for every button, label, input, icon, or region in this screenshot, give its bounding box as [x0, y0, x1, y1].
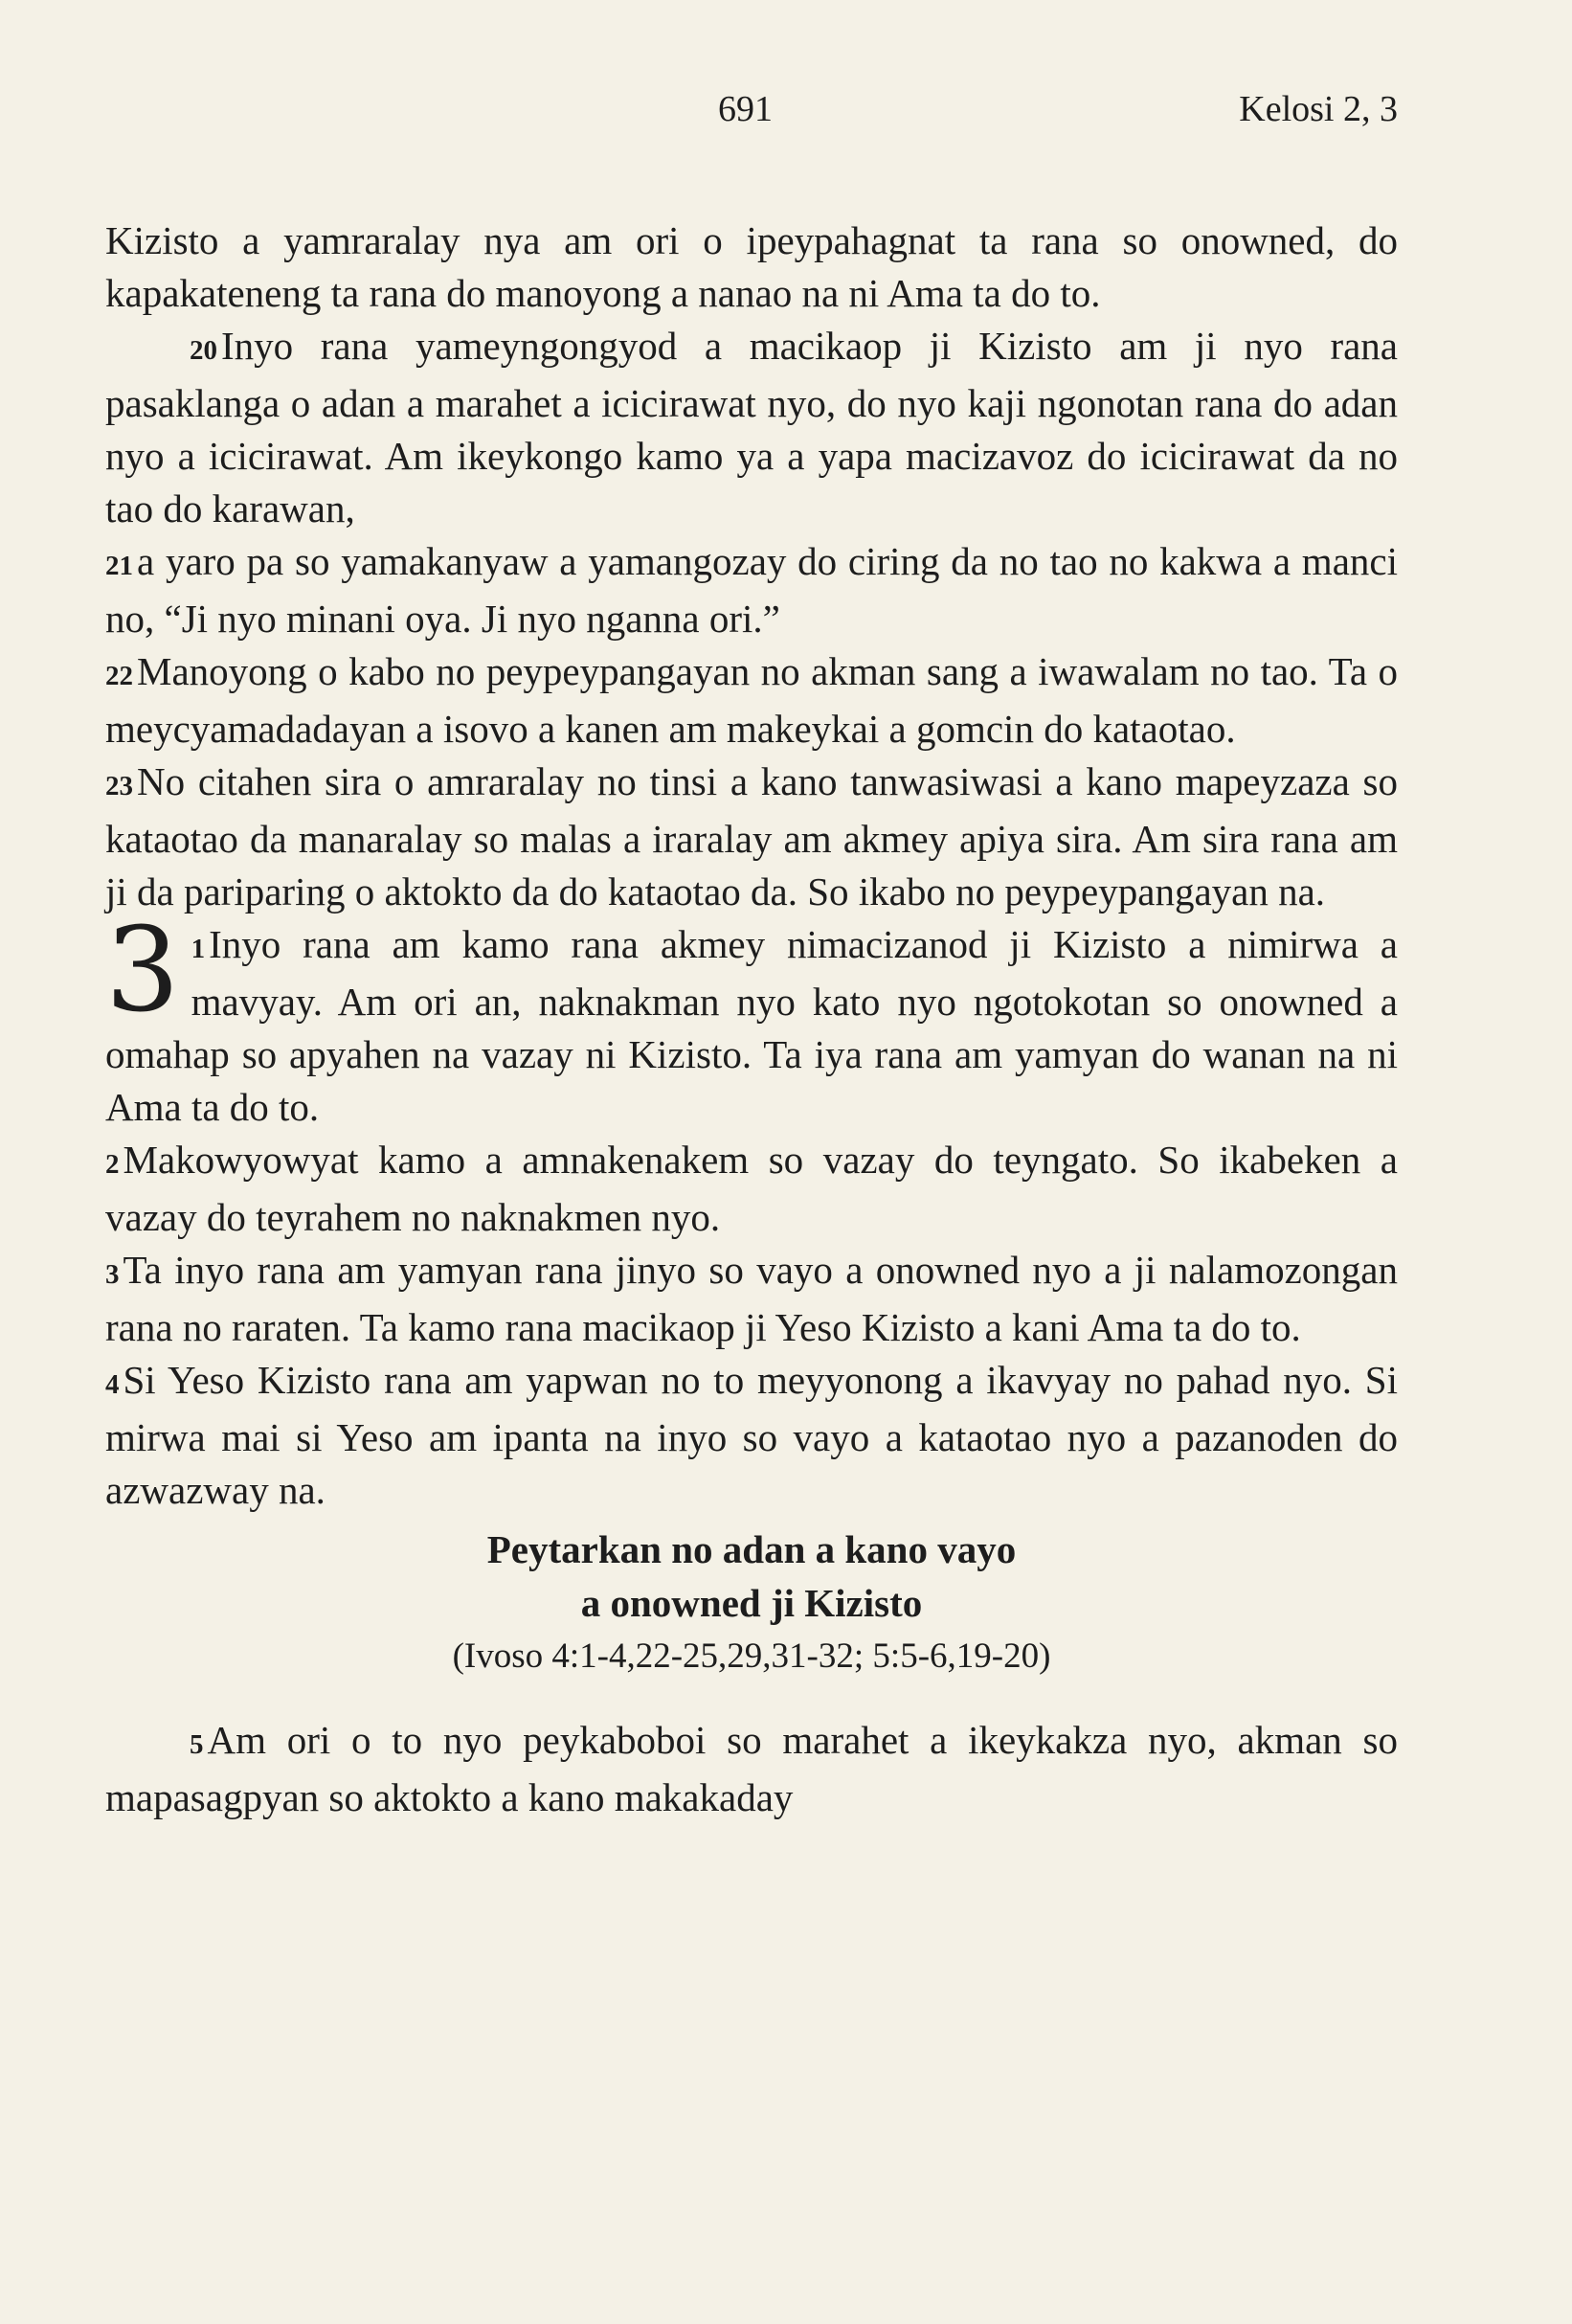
verse-text: Makowyowyat kamo a amnakenakem so vazay do teyngato. So ikabeken a vazay do teyrahem no naknakmen nyo. — [105, 1138, 1398, 1239]
chapter-number: 3 — [105, 902, 180, 1038]
verse-text: Ta inyo rana am yamyan rana jinyo so vayo a onowned nyo a ji nalamozongan rana no raraten. Ta kamo rana macikaop ji Yeso Kizisto a kani Ama ta do to. — [105, 1248, 1398, 1349]
verse-number: 3 — [105, 1259, 120, 1290]
verse-number: 23 — [105, 771, 133, 801]
verse-number: 5 — [190, 1729, 204, 1760]
chapter-3-verse-4 — [105, 1354, 1398, 1517]
opening-paragraph: Kizisto a yamraralay nya am ori o ipeypahagnat ta rana so onowned, do kapakateneng ta rana do manoyong a nanao na ni Ama ta do to. — [105, 218, 1398, 315]
page-header — [105, 88, 1398, 146]
verse-5 — [105, 1714, 1398, 1824]
verse-20 — [105, 320, 1398, 535]
verse-text: No citahen sira o amraralay no tinsi a kano tanwasiwasi a kano mapeyzaza so kataotao da manaralay so malas a iraralay am akmey apiya sira. Am sira rana am ji da pariparing o aktokto da do kataotao da. So ikabo no peypeypangayan na. — [105, 759, 1398, 914]
running-head: Kelosi 2, 3 — [1239, 89, 1398, 129]
verse-text: Manoyong o kabo no peypeypangayan no akman sang a iwawalam no tao. Ta o meycyamadadayan a isovo a kanen am makeykai a gomcin do kataotao. — [105, 649, 1398, 751]
chapter-3-verse-3 — [105, 1244, 1398, 1354]
verse-22 — [105, 645, 1398, 756]
verse-21 — [105, 535, 1398, 645]
verse-number: 4 — [105, 1369, 120, 1400]
verse-number: 1 — [191, 934, 206, 964]
chapter-3-verse-2 — [105, 1134, 1398, 1244]
verse-number: 22 — [105, 661, 133, 691]
page-body — [105, 214, 1398, 1824]
chapter-3-verse-1 — [105, 902, 1398, 1134]
section-heading — [105, 1523, 1398, 1630]
verse-text: Am ori o to nyo peykaboboi so marahet a ikeykakza nyo, akman so mapasagpyan so aktokto a kano makakaday — [105, 1718, 1398, 1819]
verse-number: 21 — [105, 551, 133, 581]
verse-text: a yaro pa so yamakanyaw a yamangozay do ciring da no tao no kakwa a manci no, “Ji nyo minani oya. Ji nyo nganna ori.” — [105, 539, 1398, 641]
verse-23 — [105, 756, 1398, 918]
cross-reference: (Ivoso 4:1-4,22-25,29,31-32; 5:5-6,19-20) — [452, 1636, 1051, 1676]
section-heading-line-1: Peytarkan no adan a kano vayo — [486, 1527, 1017, 1571]
verse-number: 20 — [190, 335, 217, 366]
verse-text: Si Yeso Kizisto rana am yapwan no to meyyonong a ikavyay no pahad nyo. Si mirwa mai si Yeso am ipanta na inyo so vayo a kataotao nyo a pazanoden do azwazway na. — [105, 1358, 1398, 1512]
section-heading-line-2: a onowned ji Kizisto — [580, 1581, 923, 1625]
page-number: 691 — [718, 89, 773, 129]
verse-text: Inyo rana am kamo rana akmey nimacizanod ji Kizisto a nimirwa a mavyay. Am ori an, naknakman nyo kato nyo ngotokotan so onowned a omahap so apyahen na vazay ni Kizisto. Ta iya rana am yamyan do wanan na ni Ama ta do to. — [105, 922, 1398, 1129]
verse-text: Inyo rana yameyngongyod a macikaop ji Kizisto am ji nyo rana pasaklanga o adan a marahet a icicirawat nyo, do nyo kaji ngonotan rana do adan nyo a icicirawat. Am ikeykongo kamo ya a yapa macizavoz do icicirawat da no tao do karawan, — [105, 324, 1398, 530]
verse-number: 2 — [105, 1149, 120, 1180]
